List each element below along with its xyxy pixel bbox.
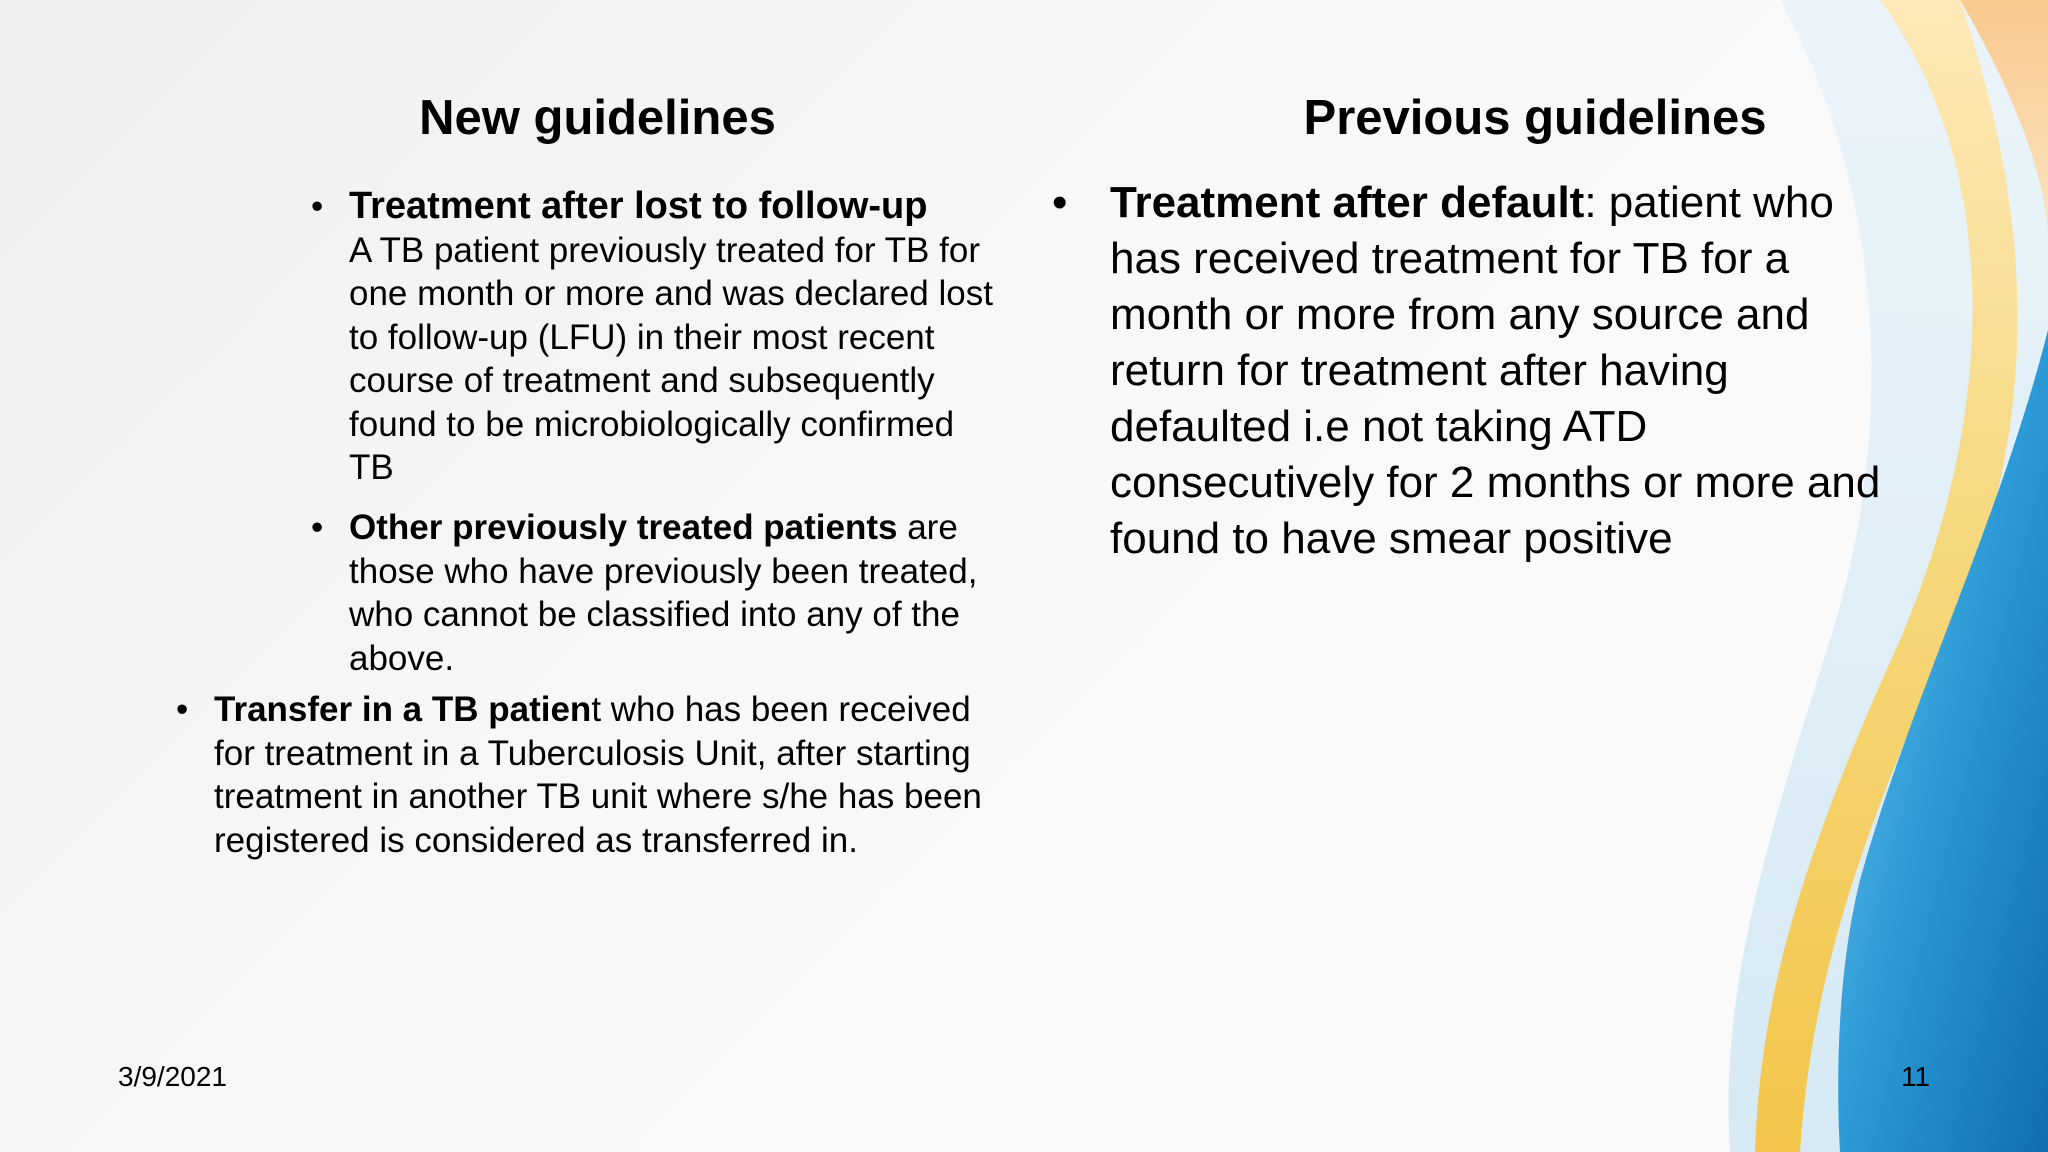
item-title: Treatment after default: [1110, 178, 1585, 227]
item-text: : patient who has received treatment for TB for a month or more from any source and return for treatment after having defaulted i.e not taking ATD consecutively for 2 months or more and found to have smear positive: [1110, 178, 1881, 563]
bullet-icon: •: [176, 690, 189, 729]
item-text: t who has been received for treatment in a Tuberculosis Unit, after starting treatment in another TB unit where s/he has been registered is considered as transferred in.: [214, 690, 982, 860]
new-guideline-item-other-previously-treated: [311, 506, 999, 680]
bullet-icon: •: [1052, 178, 1068, 227]
item-title: Transfer in a TB patien: [214, 690, 592, 729]
previous-guideline-item-default: [1052, 175, 1910, 567]
item-text: A TB patient previously treated for TB for one month or more and was declared lost to follow-up (LFU) in their most recent course of treatment and subsequently found to be microbiologically confirmed TB: [349, 230, 993, 487]
slide-date: 3/9/2021: [118, 1061, 227, 1092]
new-guideline-item-transfer-in: [176, 688, 1014, 862]
new-guidelines-heading: New guidelines: [419, 91, 776, 145]
item-title: Other previously treated patients: [349, 508, 898, 547]
item-title: Treatment after lost to follow-up: [349, 185, 928, 227]
item-text: are those who have previously been treated, who cannot be classified into any of the above.: [349, 508, 978, 678]
bullet-icon: •: [311, 187, 324, 226]
new-guideline-item-lost-to-follow-up: [311, 185, 999, 490]
bullet-icon: •: [311, 508, 324, 547]
slide-page-number: 11: [1901, 1061, 1931, 1092]
previous-guidelines-heading: Previous guidelines: [1303, 91, 1767, 145]
